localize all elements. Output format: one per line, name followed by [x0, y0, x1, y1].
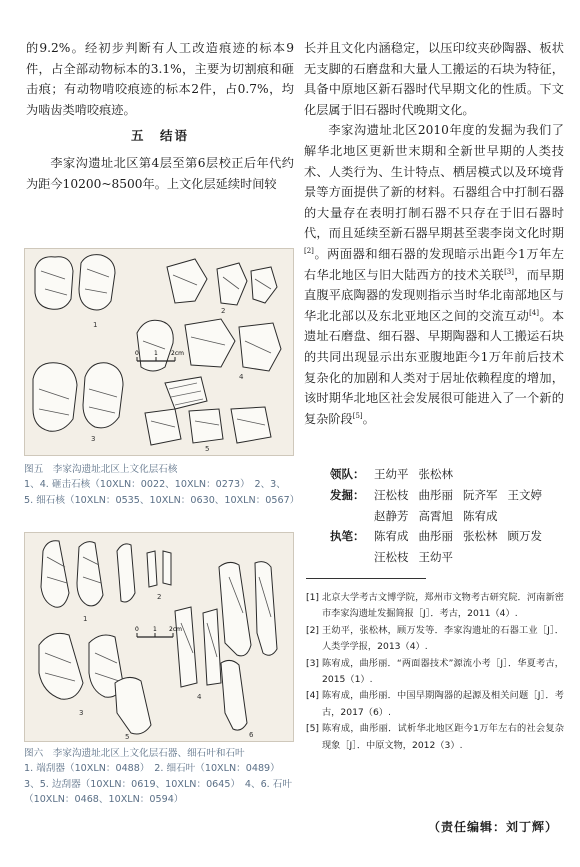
credit-row: 执笔： 陈宥成 曲彤丽 张松林 顾万发 — [330, 529, 542, 544]
citation-2[interactable]: [2] — [304, 246, 314, 255]
citation-4[interactable]: [4] — [529, 308, 539, 317]
left-paragraph-2: 李家沟遗址北区第4层至第6层校正后年代约为距今10200~8500年。上文化层延续时间较 — [26, 155, 294, 191]
fig6-label-1: 1 — [83, 615, 88, 623]
fig5-label-1: 1 — [93, 321, 98, 329]
svg-text:2cm: 2cm — [171, 350, 184, 357]
citation-3[interactable]: [3] — [504, 267, 514, 276]
reference-item: [5] 陈宥成，曲彤丽．试析华北地区距今1万年左右的社会复杂现象［J］．中原文物，2012（3）. — [306, 723, 564, 751]
section-title: 五 结语 — [130, 128, 189, 144]
reference-item: [4] 陈宥成，曲彤丽．中国早期陶器的起源及相关问题［J］．考古，2017（6）. — [306, 690, 564, 718]
figure-6-tools-blades — [24, 532, 294, 742]
credit-row: 汪松枝 王幼平 — [374, 550, 453, 565]
figure-5-caption — [24, 462, 300, 508]
figure-5-stone-cores — [24, 248, 294, 456]
left-column — [26, 38, 294, 194]
figure-6-caption-line-3: （10XLN：0468、10XLN：0594） — [24, 794, 184, 806]
svg-text:1: 1 — [153, 626, 157, 633]
svg-text:0: 0 — [135, 350, 139, 357]
figure-6-drawing — [25, 533, 293, 741]
figure-6-caption — [24, 746, 296, 808]
fig5-label-4: 4 — [239, 373, 244, 381]
left-paragraph-1: 的9.2%。经初步判断有人工改造痕迹的标本9件，占全部动物标本的3.1%，主要为切割痕和砸击痕；有动物啃咬痕迹的标本2件，占0.7%，均为啮齿类啃咬痕迹。 — [26, 41, 294, 117]
credit-row: 发掘： 汪松枝 曲彤丽 阮齐军 王文婷 — [330, 487, 542, 502]
fig6-label-3: 3 — [79, 709, 84, 717]
responsible-editor: （责任编辑：刘丁辉） — [427, 820, 558, 834]
fig5-label-3: 3 — [91, 435, 96, 443]
fig6-label-5: 5 — [125, 733, 130, 741]
figure-5-drawing — [25, 249, 293, 455]
figure-5-caption-line-2: 5. 细石核（10XLN：0535、10XLN：0630、10XLN：0567） — [24, 494, 300, 506]
author-credits — [330, 464, 570, 568]
reference-item: [2] 王幼平，张松林，顾万发等．李家沟遗址的石器工业［J］．人类学学报，2013（4）. — [306, 624, 564, 653]
fig6-scale-bar — [135, 626, 182, 637]
figure-6-caption-line-2: 3、5. 边刮器（10XLN：0619、10XLN：0645） 4、6. 石叶 — [24, 778, 292, 790]
fig6-label-6: 6 — [249, 731, 254, 739]
right-paragraph-1: 长并且文化内涵稳定，以压印纹夹砂陶器、板状无支脚的石磨盘和大量人工搬运的石块为特征，具备中原地区新石器时代早期文化的性质。下文化层属于旧石器时代晚期文化。 — [304, 41, 564, 117]
right-paragraph-2: 李家沟遗址北区2010年度的发掘为我们了解华北地区更新世末期和全新世早期的人类技术、人类行为、生计特点、栖居模式以及环境背景等方面提供了新的材料。石器组合中打制石器的大量存在表明打制石器不只存在于旧石器时代，而且延续至新石器早期甚至裴李岗文化时期[2]。两面器和细石器的发现暗示出距今1万年左右华北地区与旧大陆西方的技术关联[3]，而早期直腹平底陶器的发现则指示当时华北南部地区与华北北部以及东北亚地区之间的交流互动[4]。本遗址石磨盘、细石器、早期陶器和人工搬运石块的共同出现显示出东亚腹地距今1万年前后技术复杂化的加剧和人类对于居址依赖程度的增加，该时期华北地区社会发展很可能进入了一个新的复杂阶段[5]。 — [304, 123, 565, 426]
svg-text:1: 1 — [154, 350, 158, 357]
credit-row: 赵静芳 高霄旭 陈宥成 — [374, 508, 498, 523]
svg-text:0: 0 — [135, 626, 139, 633]
fig6-label-4: 4 — [197, 693, 202, 701]
fig6-label-2: 2 — [157, 593, 162, 601]
reference-item: [1] 北京大学考古文博学院，郑州市文物考古研究院．河南新密市李家沟遗址发掘简报［J］．考古，2011（4）. — [306, 592, 564, 620]
references-list — [306, 590, 564, 754]
fig5-label-2: 2 — [221, 307, 226, 315]
reference-item: [3] 陈宥成，曲彤丽．“两面器技术”源流小考［J］．华夏考古，2015（1）. — [306, 657, 564, 686]
footnote-divider — [306, 578, 426, 579]
figure-6-caption-title: 图六 李家沟遗址北区上文化层石器、细石叶和石叶 — [24, 748, 245, 759]
figure-5-caption-line-1: 1、4. 砸击石核（10XLN：0022、10XLN：0273） 2、3、 — [24, 479, 286, 491]
credit-row: 领队： 王幼平 张松林 — [330, 467, 453, 481]
fig5-label-5: 5 — [205, 445, 210, 453]
citation-5[interactable]: [5] — [352, 411, 363, 420]
figure-5-caption-title: 图五 李家沟遗址北区上文化层石核 — [24, 464, 178, 475]
svg-text:2cm: 2cm — [169, 626, 182, 633]
right-column — [304, 38, 564, 429]
figure-6-caption-line-1: 1. 端刮器（10XLN：0488） 2. 细石叶（10XLN：0489） — [24, 763, 280, 775]
